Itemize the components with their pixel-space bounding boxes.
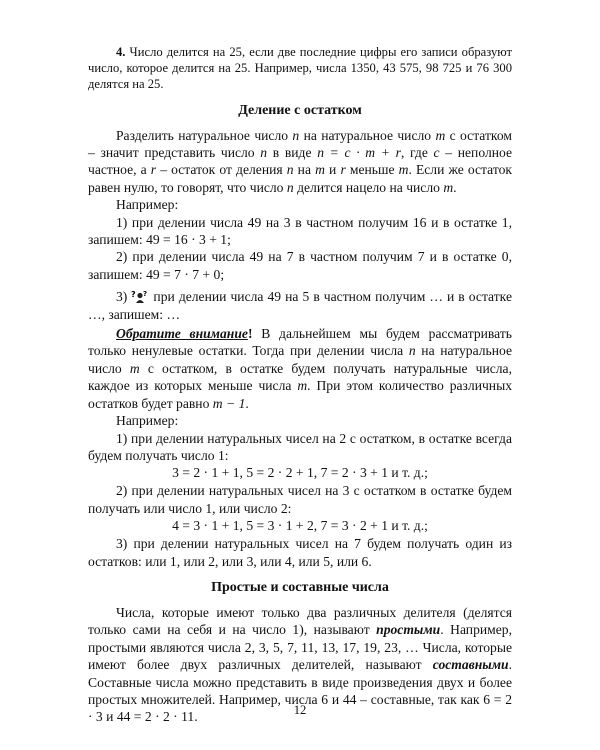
- attention-label: Обратите внимание: [116, 326, 248, 342]
- for-example-label-2: Например:: [116, 413, 179, 429]
- rule-4: [88, 44, 512, 93]
- primes-formula-2: 44 = 2 · 2 · 11: [116, 709, 195, 725]
- example-3: 3) ? ? при делении числа 49 на 5 в частном получим … и в остатке …, запишем: …: [88, 289, 512, 322]
- heading-prime-and-composite: Простые и составные числа: [211, 579, 389, 595]
- page-content: [88, 44, 512, 726]
- example-1: 1) при делении числа 49 на 3 в частном получим 16 и в остатке 1, запишем: 49 = 16 · 3 + 1;: [88, 214, 512, 248]
- list-item-3: 3) при делении натуральных чисел на 7 будем получать один из остатков: или 1, или 2, или 3, или 4, или 5, или 6.: [88, 536, 512, 569]
- list-item-2-formula: 4 = 3 · 1 + 1, 5 = 3 · 1 + 2, 7 = 3 · 2 + 1 и т. д.;: [172, 518, 428, 534]
- example-2-formula: 49 = 7 · 7 + 0: [146, 266, 221, 282]
- primes-formula-1: 6 = 2 · 3: [88, 691, 513, 725]
- attention-formula: m − 1: [212, 395, 246, 411]
- term-prime: простыми: [376, 622, 441, 638]
- thinking-person-icon: [131, 290, 149, 303]
- rule-4-number: 4.: [116, 45, 126, 59]
- definition-paragraph: Разделить натуральное число n на натуральное число m с остатком – значит представить число n в виде n = c · m + r, где c – неполное частное, а r – остаток от деления n на m и r меньше m. Если же остаток равен нулю, то говорят, что число n делится нацело на число m.: [88, 127, 513, 195]
- rule-4-text: Число делится на 25, если две последние цифры его записи образуют число, которое делится на 25. Например, числа 1350, 43 575, 98 725 и 76 300 делятся на 25.: [88, 45, 512, 92]
- svg-text:?: ?: [143, 290, 148, 299]
- term-composite: составными: [432, 657, 509, 673]
- primes-paragraph: Числа, которые имеют только два различных делителя (делятся только сами на себя и на число 1), называют простыми. Например, простыми являются числа 2, 3, 5, 7, 11, 13, 17, 19, 23, … Числа, которые имеют более двух различных делителей, называют составными. Составные числа можно представить в виде произведения двух и более простых множителей. Например, числа 6 и 44 – составные, так как 6 = 2 · 3 и 44 = 2 · 2 · 11.: [88, 604, 513, 725]
- attention-paragraph: Обратите внимание! В дальнейшем мы будем рассматривать только ненулевые остатки. Тогда при делении числа n на натуральное число m с остатком, в остатке будем получать натуральные числа, каждое из которых меньше числа m. При этом количество различных остатков будет равно m − 1.: [88, 326, 513, 411]
- list-item-1: 1) при делении натуральных чисел на 2 с остатком, в остатке всегда будем получать число 1:: [88, 430, 512, 463]
- heading-division-with-remainder: Деление с остатком: [238, 102, 362, 118]
- example-1-formula: 49 = 16 · 3 + 1: [146, 232, 228, 248]
- example-2: 2) при делении числа 49 на 7 в частном получим 7 и в остатке 0, запишем: 49 = 7 · 7 + 0;: [88, 249, 512, 282]
- list-item-2: 2) при делении натуральных чисел на 3 с остатком в остатке будем получать или число 1, или число 2:: [88, 483, 512, 516]
- svg-text:?: ?: [131, 290, 137, 300]
- for-example-label: Например:: [116, 197, 179, 213]
- definition-formula: n = c · m + r: [317, 145, 401, 161]
- list-item-1-formula: 3 = 2 · 1 + 1, 5 = 2 · 2 + 1, 7 = 2 · 3 + 1 и т. д.;: [172, 465, 428, 481]
- page-number: 12: [293, 703, 307, 717]
